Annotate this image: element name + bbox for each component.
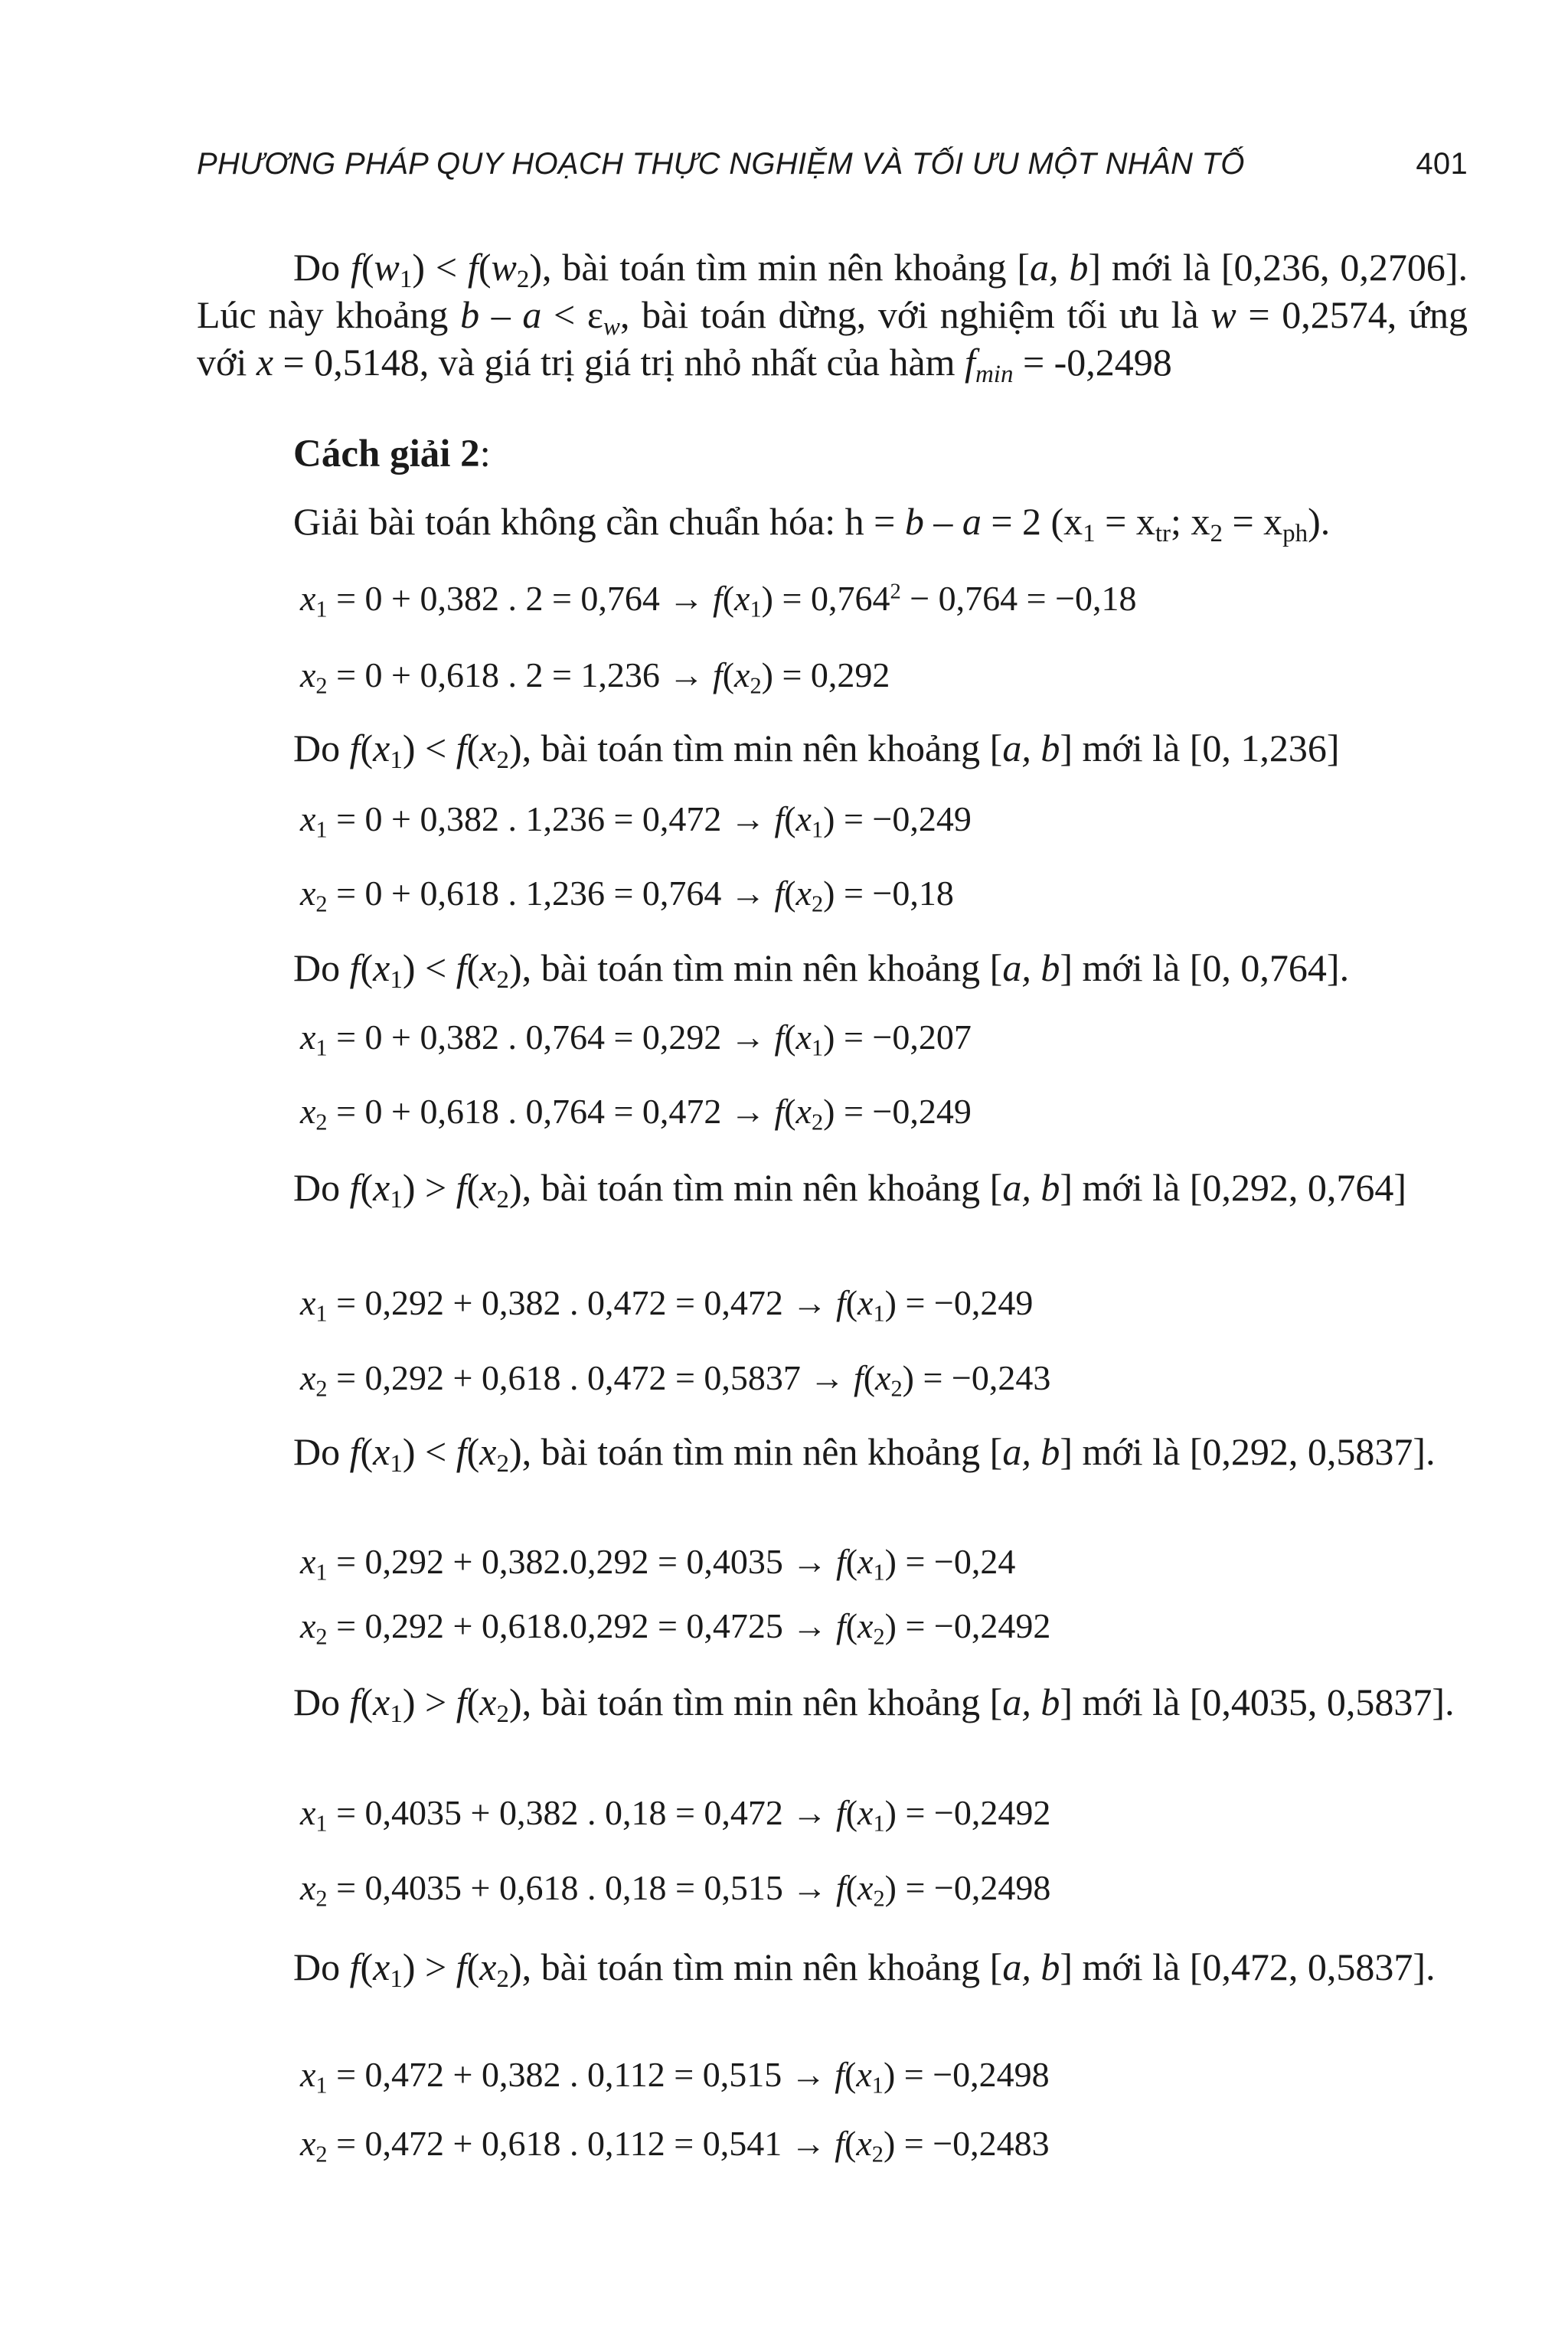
equation-x1-step3: $x_1 = 0 + 0,382$ . $0,764 = 0,292 \to f(x_1) = -0,207$ — [300, 1018, 972, 1061]
method-description: Giải bài toán không cần chuẩn hóa: h = b – a = 2 ($x_1 = x_{tr}$; $x_2 = x_{ph}$). — [293, 500, 1331, 548]
equation-x1-step5: $x_1 = 0,292 + 0,382.0,292 = 0,4035 \to f(x_1) = -0,24$ — [300, 1542, 1016, 1586]
equation-x1-step7: $x_1 = 0,472 + 0,382$ . $0,112 = 0,515 \to f(x_1) = -0,2498$ — [300, 2055, 1050, 2099]
equation-x2-step2: $x_2 = 0 + 0,618$ . $1,236 = 0,764 \to f(x_2) = -0,18$ — [300, 874, 954, 917]
equation-x2-step5: $x_2 = 0,292 + 0,618.0,292 = 0,4725 \to f(x_2) = -0,2492$ — [300, 1606, 1051, 1650]
equation-x2-step4: $x_2 = 0,292 + 0,618$ . $0,472 = 0,5837 \to f(x_2) = -0,243$ — [300, 1358, 1051, 1402]
equation-x1-step2: $x_1 = 0 + 0,382$ . $1,236 = 0,472 \to f(x_1) = -0,249$ — [300, 799, 972, 843]
conclusion-step2: Do $f(x_1) < f(x_2)$, bài toán tìm min nên khoảng [a, b] mới là [0, 0,764]. — [293, 946, 1350, 995]
header-title: PHƯƠNG PHÁP QUY HOẠCH THỰC NGHIỆM VÀ TỐI ƯU MỘT NHÂN TỐ — [197, 147, 1245, 181]
equation-x1-step4: $x_1 = 0,292 + 0,382$ . $0,472 = 0,472 \to f(x_1) = -0,249$ — [300, 1283, 1034, 1327]
section-heading: Cách giải 2: — [293, 433, 491, 475]
equation-x2-step7: $x_2 = 0,472 + 0,618$ . $0,112 = 0,541 \to f(x_2) = -0,2483$ — [300, 2124, 1050, 2167]
equation-x1-step6: $x_1 = 0,4035 + 0,382$ . $0,18 = 0,472 \to f(x_1) = -0,2492$ — [300, 1793, 1051, 1837]
equation-x2-step6: $x_2 = 0,4035 + 0,618$ . $0,18 = 0,515 \to f(x_2) = -0,2498$ — [300, 1868, 1051, 1912]
equation-x2-step1: $x_2 = 0 + 0,618$ . $2 = 1,236 \to f(x_2) = 0,292$ — [300, 655, 890, 699]
equation-x1-step1: $x_1 = 0 + 0,382$ . $2 = 0,764 \to f(x_1) = 0,764^2 - 0,764 = -0,18$ — [300, 579, 1137, 622]
conclusion-step6: Do $f(x_1) > f(x_2)$, bài toán tìm min nên khoảng [a, b] mới là [0,472, 0,5837]. — [293, 1945, 1436, 1994]
conclusion-step3: Do $f(x_1) > f(x_2)$, bài toán tìm min nên khoảng [a, b] mới là [0,292, 0,764] — [293, 1166, 1407, 1214]
running-header — [197, 147, 1468, 193]
conclusion-step4: Do $f(x_1) < f(x_2)$, bài toán tìm min nên khoảng [a, b] mới là [0,292, 0,5837]. — [293, 1430, 1436, 1478]
conclusion-step5: Do $f(x_1) > f(x_2)$, bài toán tìm min nên khoảng [a, b] mới là [0,4035, 0,5837]. — [293, 1681, 1455, 1729]
page-number: 401 — [1416, 147, 1468, 181]
intro-paragraph: Do $f(w_1) < f(w_2)$, bài toán tìm min nên khoảng [a, b] mới là [0,236, 0,2706]. Lúc này khoảng $b - a < \varepsilon_w$, bài toán dừng, với nghiệm tối ưu là w = 0,2574, ứng với x = 0,5148, và giá trị giá trị nhỏ nhất của hàm $f_{min} = -0,2498$ — [197, 246, 1468, 389]
equation-x2-step3: $x_2 = 0 + 0,618$ . $0,764 = 0,472 \to f(x_2) = -0,249$ — [300, 1092, 972, 1135]
conclusion-step1: Do $f(x_1) < f(x_2)$, bài toán tìm min nên khoảng [a, b] mới là [0, 1,236] — [293, 727, 1340, 775]
